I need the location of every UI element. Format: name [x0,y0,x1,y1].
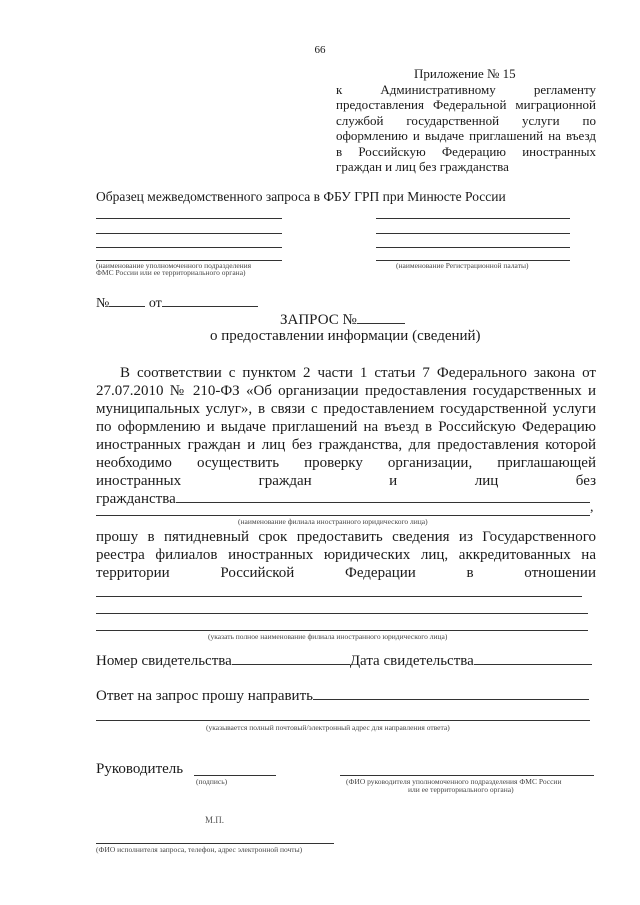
branch-full-line [96,596,582,597]
para1-line: муниципальных услуг», в связи с предоставлением государственной услуги [96,401,596,417]
appendix-line: к Административному регламенту [336,82,596,97]
number-date-line [96,296,258,312]
appendix-line: предоставления Федеральной миграционной [336,97,596,112]
head-label: Руководитель [96,761,184,777]
executor-line [96,843,334,844]
branch-full-line [96,613,588,614]
para1-line: иностранных граждан и лиц без [96,473,596,489]
number-label: № [96,296,110,311]
branch-name-field [176,502,590,503]
branch-caption: (наименование филиала иностранного юридического лица) [238,517,428,526]
signature-line [194,775,276,776]
request-title [280,312,405,329]
branch-full-caption: (указать полное наименование филиала иностранного юридического лица) [208,632,448,641]
reply-address-line [96,720,590,721]
para1-line: необходимо осуществить проверку организации, приглашающей [96,455,596,471]
branch-full-line [96,630,588,631]
right-address-line [376,233,570,234]
head-name-caption: или ее территориального органа) [408,785,514,794]
stamp-label: М.П. [205,815,225,825]
para1-line: 27.07.2010 № 210-ФЗ «Об организации предоставления государственных и [96,383,596,399]
request-title-text: ЗАПРОС № [280,312,357,328]
reply-line [96,687,589,706]
cert-date-label: Дата свидетельства [349,653,474,669]
appendix-line: службой государственной услуги по [336,113,596,128]
cert-date-field [474,664,592,665]
head-name-line [340,775,594,776]
appendix-line: оформлению и выдаче приглашений на въезд [336,128,596,143]
para1-last-line [96,490,590,509]
left-caption: ФМС России или ее территориального органа) [96,268,246,277]
appendix-line: в Российскую Федерацию иностранных [336,144,596,159]
signature-caption: (подпись) [196,777,228,786]
cert-number-label: Номер свидетельства [96,653,232,669]
para1-last-word: гражданства [96,491,176,507]
from-label: от [148,296,162,311]
reply-label: Ответ на запрос прошу направить [96,688,313,704]
right-address-line [376,247,570,248]
para2-line: реестра филиалов иностранных юридических лиц, аккредитованных на [96,547,596,563]
appendix-line: граждан и лиц без гражданства [336,159,509,174]
right-caption: (наименование Регистрационной палаты) [396,261,529,270]
head-name-caption: (ФИО руководителя уполномоченного подразделения ФМС России [346,777,562,786]
para1-line: иностранных граждан и лиц без гражданства, для предоставления которой [96,437,596,453]
para1-line: В соответствии с пунктом 2 части 1 статьи 7 Федерального закона от [120,365,596,381]
left-address-line [96,233,282,234]
executor-caption: (ФИО исполнителя запроса, телефон, адрес электронной почты) [96,845,303,854]
page-number: 66 [314,44,326,56]
appendix-title: Приложение № 15 [414,66,516,81]
reply-address-field [313,699,589,700]
left-address-line [96,218,282,219]
branch-name-line [96,515,590,516]
left-address-line [96,247,282,248]
certificate-line [96,652,592,671]
date-field [162,306,258,307]
number-field [109,306,145,307]
comma: , [590,500,594,515]
right-address-line [376,218,570,219]
para2-line: прошу в пятидневный срок предоставить сведения из Государственного [96,529,596,545]
para2-line: территории Российской Федерации в отношении [96,565,596,581]
request-subtitle: о предоставлении информации (сведений) [210,328,481,344]
cert-number-field [232,664,350,665]
reply-caption: (указывается полный почтовый/электронный адрес для направления ответа) [206,723,450,732]
left-caption: (наименование уполномоченного подразделения [96,261,252,270]
request-number-field [357,323,405,324]
para1-line: по оформлению и выдаче приглашений на въезд в Российскую Федерацию [96,419,596,435]
sample-title: Образец межведомственного запроса в ФБУ ГРП при Минюсте России [96,189,506,204]
